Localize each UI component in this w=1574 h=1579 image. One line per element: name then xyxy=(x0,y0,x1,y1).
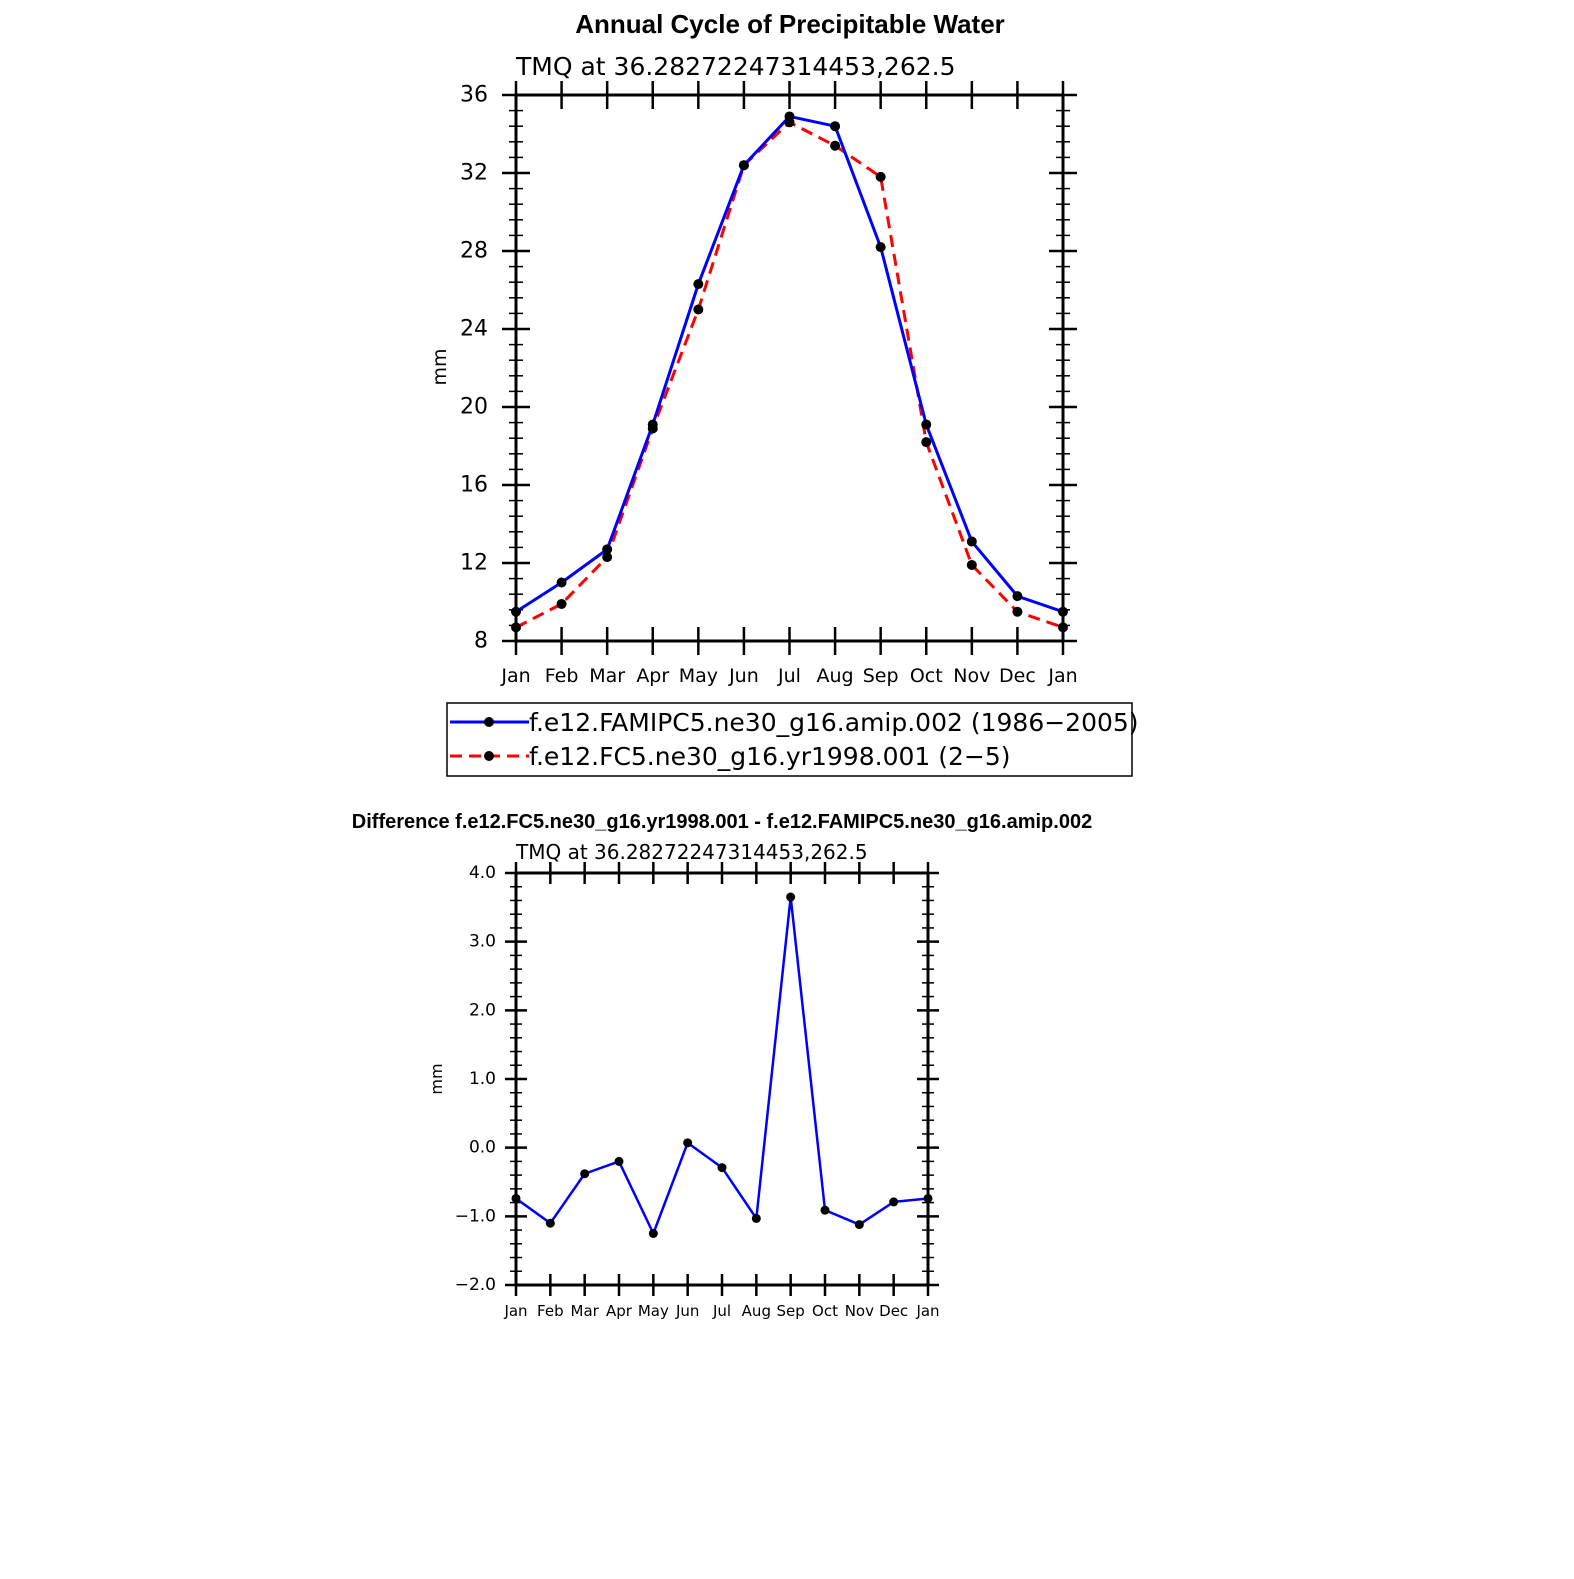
difference-x-tick-label: Mar xyxy=(570,1302,599,1320)
difference-x-tick-label: Jun xyxy=(675,1302,700,1320)
legend-marker xyxy=(484,717,494,727)
difference-x-tick-label: Jan xyxy=(916,1302,940,1320)
axes-ticks xyxy=(502,81,1077,655)
x-tick-label: Jun xyxy=(729,665,759,687)
difference-data-point xyxy=(615,1157,624,1166)
legend xyxy=(447,703,1139,776)
chart-subtitle: TMQ at 36.28272247314453,262.5 xyxy=(516,52,956,81)
difference-title: Difference f.e12.FC5.ne30_g16.yr1998.001 - f.e12.FAMIPC5.ne30_g16.amip.002 xyxy=(351,811,1093,833)
difference-data-point xyxy=(786,893,795,902)
data-point xyxy=(921,420,931,430)
data-point xyxy=(785,117,795,127)
y-tick-label: 24 xyxy=(460,316,488,342)
y-tick-label: 36 xyxy=(460,82,488,108)
x-tick-label: Apr xyxy=(636,665,670,687)
difference-series-group xyxy=(512,893,933,1238)
difference-x-tick-label: Oct xyxy=(812,1302,838,1320)
difference-data-point xyxy=(855,1220,864,1229)
y-tick-label: 16 xyxy=(460,472,488,498)
difference-x-tick-labels xyxy=(503,1302,939,1320)
difference-x-tick-label: Dec xyxy=(879,1302,909,1320)
difference-x-tick-label: Nov xyxy=(844,1302,874,1320)
difference-x-tick-label: Feb xyxy=(537,1302,564,1320)
difference-x-tick-label: Sep xyxy=(776,1302,805,1320)
difference-y-tick-label: 2.0 xyxy=(468,1000,496,1021)
x-tick-label: Aug xyxy=(816,665,854,687)
data-point xyxy=(1012,607,1022,617)
x-tick-label: May xyxy=(678,665,718,687)
data-point xyxy=(967,537,977,547)
y-axis-label: mm xyxy=(429,348,451,386)
x-tick-label: Nov xyxy=(953,665,991,687)
y-tick-labels xyxy=(460,83,488,654)
x-tick-label: Dec xyxy=(999,665,1036,687)
difference-x-tick-label: Jul xyxy=(712,1302,732,1320)
difference-y-tick-labels xyxy=(455,863,496,1295)
data-point xyxy=(648,423,658,433)
difference-data-point xyxy=(821,1206,830,1215)
y-tick-label: 20 xyxy=(460,394,488,420)
x-tick-label: Jan xyxy=(1048,665,1078,687)
x-tick-label: Sep xyxy=(862,665,899,687)
x-tick-label: Jan xyxy=(501,665,531,687)
data-point xyxy=(693,279,703,289)
data-point xyxy=(921,437,931,447)
x-tick-label: Oct xyxy=(909,665,943,687)
data-point xyxy=(739,160,749,170)
difference-data-point xyxy=(752,1214,761,1223)
difference-data-point xyxy=(718,1163,727,1172)
x-tick-label: Jul xyxy=(778,665,801,687)
difference-y-axis-label: mm xyxy=(427,1063,446,1095)
difference-data-point xyxy=(889,1197,898,1206)
data-point xyxy=(830,141,840,151)
series-group xyxy=(511,111,1068,632)
y-tick-label: 8 xyxy=(474,628,488,654)
difference-series-line-blue xyxy=(516,897,928,1233)
difference-axes-ticks xyxy=(505,862,939,1296)
difference-plot-frame xyxy=(516,873,928,1285)
data-point xyxy=(876,172,886,182)
difference-y-tick-label: 0.0 xyxy=(468,1137,496,1158)
difference-x-tick-label: Jan xyxy=(504,1302,528,1320)
data-point xyxy=(602,552,612,562)
difference-data-point xyxy=(546,1219,555,1228)
y-tick-label: 28 xyxy=(460,238,488,264)
data-point xyxy=(1012,591,1022,601)
difference-y-tick-label: −2.0 xyxy=(454,1275,496,1295)
x-tick-labels xyxy=(500,665,1077,687)
difference-x-tick-label: Apr xyxy=(606,1302,632,1320)
difference-panel xyxy=(352,811,1092,1320)
difference-y-tick-label: 4.0 xyxy=(468,863,496,883)
data-point xyxy=(967,560,977,570)
plot-frame xyxy=(516,95,1063,641)
difference-data-point xyxy=(580,1169,589,1178)
difference-y-tick-label: 3.0 xyxy=(468,931,496,952)
data-point xyxy=(557,599,567,609)
difference-y-tick-label: −1.0 xyxy=(454,1206,496,1227)
difference-x-tick-label: May xyxy=(637,1302,669,1320)
legend-entry-1 xyxy=(450,708,1139,737)
series-line-blue xyxy=(516,116,1063,611)
difference-data-point xyxy=(683,1138,692,1147)
legend-entry-2 xyxy=(450,742,1011,771)
difference-data-point xyxy=(649,1229,658,1238)
data-point xyxy=(557,578,567,588)
data-point xyxy=(693,305,703,315)
difference-x-tick-label: Aug xyxy=(741,1302,771,1320)
chart-title: Annual Cycle of Precipitable Water xyxy=(575,9,1005,39)
x-tick-label: Mar xyxy=(589,665,626,687)
y-tick-label: 12 xyxy=(460,550,488,576)
y-tick-label: 32 xyxy=(460,160,488,186)
x-tick-label: Feb xyxy=(544,665,579,687)
legend-label-2: f.e12.FC5.ne30_g16.yr1998.001 (2−5) xyxy=(529,742,1011,771)
annual-cycle-panel xyxy=(429,9,1139,776)
data-point xyxy=(830,121,840,131)
legend-label-1: f.e12.FAMIPC5.ne30_g16.amip.002 (1986−2005) xyxy=(529,708,1139,737)
legend-marker xyxy=(484,751,494,761)
difference-subtitle: TMQ at 36.28272247314453,262.5 xyxy=(516,840,868,864)
difference-y-tick-label: 1.0 xyxy=(468,1069,496,1089)
data-point xyxy=(876,242,886,252)
